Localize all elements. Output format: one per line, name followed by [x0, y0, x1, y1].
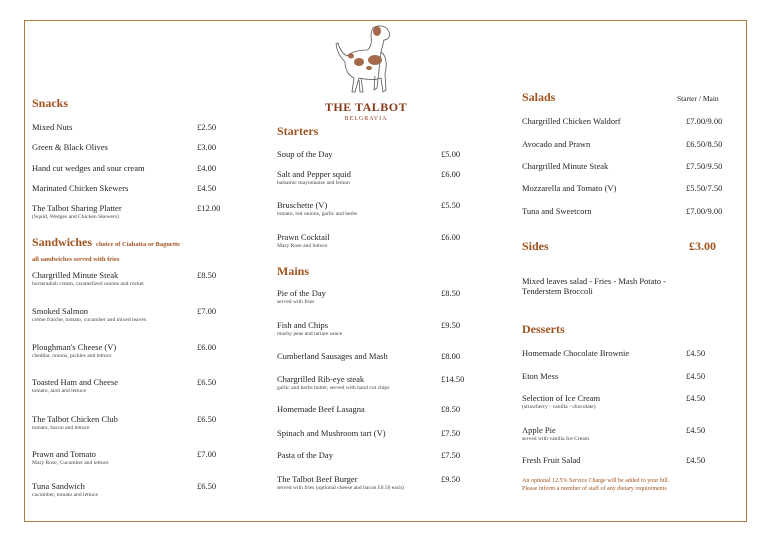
menu-item: [32, 414, 232, 431]
item-name: Homemade Beef Lasagna: [277, 404, 365, 414]
menu-item: [32, 342, 232, 359]
item-name: The Talbot Chicken Club: [32, 414, 118, 424]
item-description: balsamic mayonnaise and lemon: [277, 180, 350, 186]
item-description: tomato, red onions, garlic and herbs: [277, 211, 358, 217]
item-price: £6.00: [441, 232, 461, 242]
service-charge-line: An optional 12.5% Service Charge will be added to your bill.: [522, 478, 670, 484]
item-name: Avocado and Prawn: [522, 139, 591, 149]
item-name: Chargrilled Chicken Waldorf: [522, 116, 621, 126]
item-description: cheddar, onions, pickles and lettuce: [32, 353, 112, 359]
menu-item: [277, 288, 477, 305]
menu-item: [32, 163, 232, 173]
menu-item: [522, 393, 732, 410]
sides-list: Mixed leaves salad - Fries - Mash Potato - Tenderstem Broccoli: [522, 276, 666, 297]
menu-item: [277, 404, 477, 414]
item-name: Chargrilled Minute Steak: [32, 270, 119, 280]
item-name: Mixed Nuts: [32, 122, 73, 132]
item-description: (Squid, Wedges and Chicken Skewers): [32, 214, 119, 220]
salads-heading: Salads: [522, 90, 556, 104]
item-price: £7.00/9.00: [686, 206, 723, 216]
item-name: Apple Pie: [522, 425, 556, 435]
menu-item: [277, 428, 477, 438]
item-price: £3.00: [197, 142, 217, 152]
menu-item: [32, 203, 232, 220]
snacks-heading: Snacks: [32, 96, 69, 110]
item-price: £6.50/8.50: [686, 139, 723, 149]
starters-heading: Starters: [277, 124, 319, 138]
menu-item: [522, 161, 732, 171]
item-name: Homemade Chocolate Brownie: [522, 348, 630, 358]
item-price: £6.50: [197, 377, 217, 387]
item-price: £7.00: [197, 449, 217, 459]
mains-heading: Mains: [277, 264, 310, 278]
brand-subtitle: BELGRAVIA: [344, 116, 388, 122]
item-description: tomato, aioli and lettuce: [32, 388, 87, 394]
service-charge-note: [522, 478, 737, 493]
menu-item: [522, 206, 732, 216]
item-price: £9.50: [441, 474, 461, 484]
item-name: Hand cut wedges and sour cream: [32, 163, 145, 173]
menu-item: [32, 270, 232, 287]
item-price: £4.00: [197, 163, 217, 173]
sides-heading: Sides: [522, 239, 549, 253]
item-name: Chargrilled Rib-eye steak: [277, 374, 365, 384]
item-price: £9.50: [441, 320, 461, 330]
menu-item: [32, 306, 232, 323]
item-price: £4.50: [197, 183, 217, 193]
item-description: tomato, bacon and lettuce: [32, 425, 90, 431]
menu-item: [32, 377, 232, 394]
item-name: Pasta of the Day: [277, 450, 333, 460]
menu-item: [32, 142, 232, 152]
item-name: Eton Mess: [522, 371, 559, 381]
item-description: served with vanilla Ice Cream: [522, 436, 590, 442]
item-name: Fish and Chips: [277, 320, 329, 330]
menu-item: [277, 450, 477, 460]
item-price: £14.50: [441, 374, 465, 384]
menu-item: [277, 200, 477, 217]
menu-item: [277, 320, 477, 337]
item-price: £4.50: [686, 393, 706, 403]
item-description: mushy peas and tartare sauce: [277, 331, 343, 337]
menu-item: [522, 348, 732, 358]
item-description: cucumber, tomato and lettuce: [32, 492, 98, 498]
item-description: (strawberry - vanilla - chocolate): [522, 404, 596, 410]
item-name: Smoked Salmon: [32, 306, 88, 316]
item-description: Mary Rose, Cucumber and lettuce: [32, 460, 109, 466]
item-price: £6.00: [441, 169, 461, 179]
menu-item: [522, 183, 732, 193]
item-price: £7.50: [441, 428, 461, 438]
item-name: Tuna and Sweetcorn: [522, 206, 592, 216]
item-price: £12.00: [197, 203, 221, 213]
menu-item: [32, 183, 232, 193]
item-name: The Talbot Sharing Platter: [32, 203, 122, 213]
item-name: Spinach and Mushroom tart (V): [277, 428, 386, 438]
menu-item: [522, 425, 732, 442]
logo: [318, 22, 414, 122]
menu-item: [277, 149, 477, 159]
sandwiches-note: choice of Ciabatta or Baguette: [96, 241, 181, 248]
menu-item: [32, 481, 232, 498]
item-description: crème fraiche, tomato, cucumber and mixed leaves: [32, 317, 146, 323]
dog-logo-icon: [331, 22, 401, 98]
item-name: Selection of Ice Cream: [522, 393, 601, 403]
menu-item: [32, 449, 232, 466]
item-name: Bruschette (V): [277, 200, 328, 210]
item-price: £4.50: [686, 348, 706, 358]
menu-item: [277, 232, 477, 249]
menu-item: [277, 351, 477, 361]
dietary-line: Please inform a member of staff of any dietary requirements: [522, 485, 667, 492]
item-price: £4.50: [686, 425, 706, 435]
menu-item: [522, 371, 732, 381]
item-name: Ploughman's Cheese (V): [32, 342, 117, 352]
item-price: £6.50: [197, 481, 217, 491]
sandwiches-heading: Sandwiches: [32, 235, 93, 249]
item-name: Toasted Ham and Cheese: [32, 377, 119, 387]
item-price: £6.00: [197, 342, 217, 352]
item-name: Pie of the Day: [277, 288, 326, 298]
menu-item: [522, 116, 732, 126]
item-description: Mary Rose and lettuce: [277, 243, 328, 249]
item-price: £4.50: [686, 371, 706, 381]
sides-price: £3.00: [689, 239, 716, 253]
salads-size-header: Starter / Main: [677, 94, 719, 103]
item-name: The Talbot Beef Burger: [277, 474, 358, 484]
left-column: [32, 96, 232, 111]
item-name: Prawn and Tomato: [32, 449, 96, 459]
item-name: Fresh Fruit Salad: [522, 455, 581, 465]
item-name: Soup of the Day: [277, 149, 333, 159]
item-name: Prawn Cocktail: [277, 232, 330, 242]
item-price: £4.50: [686, 455, 706, 465]
item-price: £8.50: [441, 404, 461, 414]
item-description: garlic and herbs butter, served with hand cut chips: [277, 385, 390, 391]
item-price: £6.50: [197, 414, 217, 424]
item-description: served with fries: [277, 299, 315, 305]
item-name: Cumberland Sausages and Mash: [277, 351, 388, 361]
menu-item: [522, 139, 732, 149]
item-price: £5.00: [441, 149, 461, 159]
item-price: £5.50/7.50: [686, 183, 723, 193]
menu-item: [522, 455, 732, 465]
brand-name: THE TALBOT: [324, 100, 408, 114]
menu-item: [277, 374, 477, 391]
menu-item: [32, 122, 232, 132]
item-description: horseradish cream, caramelized onions and rocket: [32, 281, 144, 287]
desserts-heading: Desserts: [522, 322, 565, 336]
item-price: £7.00/9.00: [686, 116, 723, 126]
sandwiches-heading-block: [32, 233, 232, 264]
item-price: £7.00: [197, 306, 217, 316]
menu-item: [277, 474, 482, 491]
item-name: Tuna Sandwich: [32, 481, 85, 491]
item-price: £8.50: [441, 288, 461, 298]
menu-item: [277, 169, 477, 186]
item-name: Green & Black Olives: [32, 142, 108, 152]
item-description: served with fries (optional cheese and bacon £0.50 each): [277, 485, 404, 491]
item-price: £8.00: [441, 351, 461, 361]
item-name: Salt and Pepper squid: [277, 169, 351, 179]
item-price: £7.50/9.50: [686, 161, 723, 171]
item-name: Marinated Chicken Skewers: [32, 183, 129, 193]
item-name: Mozzarella and Tomato (V): [522, 183, 617, 193]
item-name: Chargrilled Minute Steak: [522, 161, 609, 171]
sandwiches-note-fries: all sandwiches served with fries: [32, 256, 120, 263]
item-price: £7.50: [441, 450, 461, 460]
item-price: £5.50: [441, 200, 461, 210]
item-price: £8.50: [197, 270, 217, 280]
item-price: £2.50: [197, 122, 217, 132]
